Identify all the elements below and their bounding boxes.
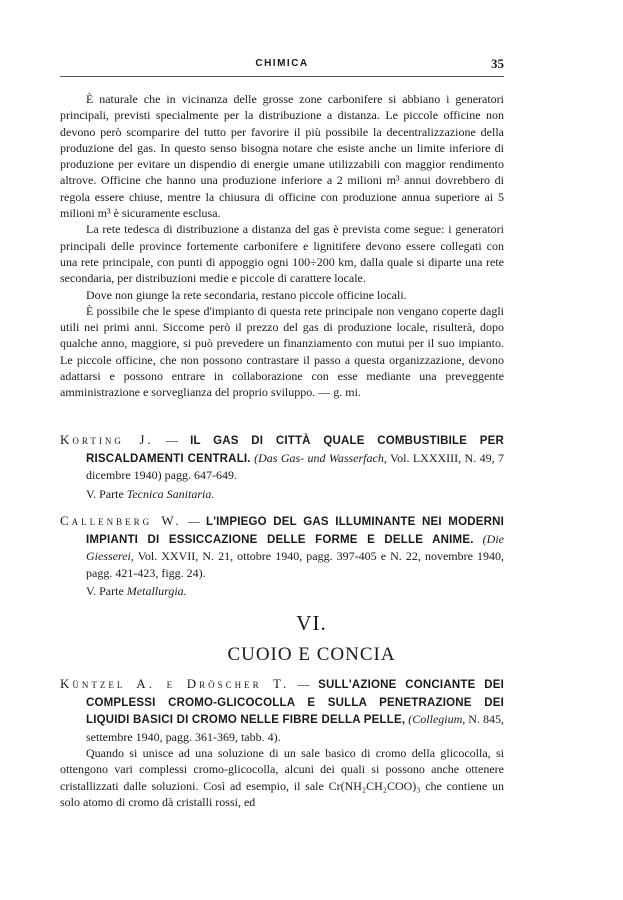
paragraph: Dove non giunge la rete secondaria, restano piccole officine locali. xyxy=(86,287,407,302)
reference-source: (Collegium, xyxy=(408,712,466,726)
closing-text xyxy=(60,745,504,810)
see-label: V. Parte xyxy=(86,584,124,598)
reference-details: N. 845, settembre 1940, pagg. 361-369, tabb. 4). xyxy=(86,712,505,744)
reference-title: L'IMPIEGO DEL GAS ILLUMINANTE NEI MODERNI IMPIANTI DI ESSICCAZIONE DELLE FORME E DELLE ANIME. xyxy=(86,516,505,546)
see-also xyxy=(60,583,504,600)
page-number: 35 xyxy=(491,56,504,71)
paragraph: Quando si unisce ad una soluzione di un sale basico di cromo della glicocolla, si ottengono vari complessi cromo-glicocolla, alcuni dei quali si possono anche ottenere cristallizzati dalle soluzioni. Così ad esempio, il sale Cr(NH₂CH₂COO)₃ che contiene un solo atomo di cromo dà cristalli rossi, ed xyxy=(60,746,504,809)
reference-source: (Die Giesserei, xyxy=(86,531,504,563)
section-title: CUOIO E CONCIA xyxy=(227,644,396,665)
reference-author: Korting J. xyxy=(60,432,154,447)
see-also xyxy=(60,486,504,503)
reference-author: Küntzel A. e Dröscher T. xyxy=(60,676,290,691)
reference-title: IL GAS DI CITTÀ QUALE COMBUSTIBILE PER RISCALDAMENTI CENTRALI. xyxy=(86,435,504,465)
reference-details: Vol. LXXXIII, N. 49, 7 dicembre 1940) pagg. 647-649. xyxy=(86,450,504,482)
reference-separator: — xyxy=(181,514,206,528)
reference-source: (Das Gas- und Wasserfach, xyxy=(254,450,387,465)
reference-text xyxy=(60,432,504,484)
see-label: V. Parte xyxy=(86,486,124,501)
reference-entry xyxy=(60,676,504,745)
paragraph: È naturale che in vicinanza delle grosse zone carbonifere si abbiano i generatori principali, previsti specialmente per la distribuzione a distanza. Le piccole officine non devono però scomparire del tutto per favorire il più possibile la decentralizzazione della produzione del gas. In questo senso bisogna notare che esiste anche un limite inferiore di produzione per evitare un dispendio di energie umane utilizzabili con maggior rendimento altrove. Officine che hanno una produzione inferiore a 2 milioni m³ annui dovrebbero di regola essere chiuse, mentre la chiusura di officine con produzione annua superiore ai 5 milioni m³ è sicuramente esclusa. xyxy=(60,92,504,221)
running-title: CHIMICA xyxy=(255,58,309,69)
reference-author: Callenberg W. xyxy=(60,513,182,528)
reference-entry xyxy=(60,432,504,502)
reference-separator: — xyxy=(289,677,319,691)
reference-title: SULL'AZIONE CONCIANTE DEI COMPLESSI CROMO-GLICOCOLLA E SULLA PENETRAZIONE DEI LIQUIDI BASICI DI CROMO NELLE FIBRE DELLA PELLE, xyxy=(86,679,504,726)
reference-separator: — xyxy=(153,433,191,447)
reference-entry xyxy=(60,513,504,600)
reference-text xyxy=(60,513,504,581)
section-number: VI. xyxy=(296,611,327,635)
see-target: Tecnica Sanitaria. xyxy=(126,486,215,501)
paragraph: La rete tedesca di distribuzione a distanza del gas è prevista come segue: i generatori principali delle province fortemente carbonifere e lignitifere devono essere collegati con una rete principale, con punti di appoggio ogni 100÷200 km, dalla quale si diparte una rete secondaria, per distribuzioni medie e piccole di carattere locale. xyxy=(60,222,504,286)
see-target: Metallurgia. xyxy=(126,584,187,598)
paragraph: È possibile che le spese d'impianto di questa rete principale non vengano coperte dagli utili nei primi anni. Siccome però il prezzo del gas di produzione locale, risulterà, dopo qualche anno, maggiore, si può prevedere un finanziamento con mutui per il suo impianto. Le piccole officine, che non possono contrastare il passo a questa organizzazione, devono adattarsi e possono entrare in collaborazione con esse mediante una preveggente amministrazione e sorveglianza del proprio sviluppo. — g. mi. xyxy=(60,303,504,400)
running-header xyxy=(60,56,504,77)
reference-text xyxy=(60,676,504,745)
reference-details: Vol. XXVII, N. 21, ottobre 1940, pagg. 397-405 e N. 22, novembre 1940, pagg. 421-423, figg. 24). xyxy=(86,549,504,580)
intro-text xyxy=(60,91,504,401)
